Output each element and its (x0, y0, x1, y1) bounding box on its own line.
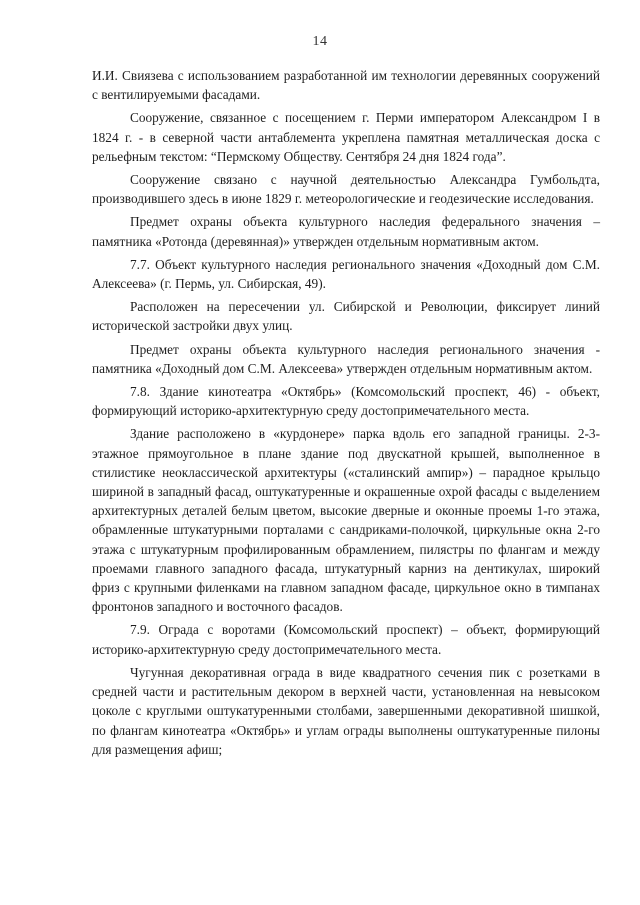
paragraph-humboldt: Сооружение связано с научной деятельностью Александра Гумбольдта, производившего здесь в июне 1829 г. метеорологические и геодезические исследования. (92, 172, 600, 207)
paragraph-cinema-description: Здание расположено в «курдонере» парка вдоль его западной границы. 2-3-этажное прямоугольное в плане здание под двускатной крышей, выполненное в стилистике неоклассической архитектуры («сталинский ампир») – парадное крыльцо шириной в западный фасад, оштукатуренные и окрашенные охрой фасады с выделением архитектурных деталей белым цветом, высокие дверные и оконные проемы 1-го этажа, обрамленные штукатурными порталами с сандриками-полочкой, циркульные окна 2-го этажа с штукатурным профилированным обрамлением, пилястры по флангам и между проемами главного западного фасада, штукатурный карниз на дентикулах, широкий фриз с крупными филенками на главном западном фасаде, циркульное окно в тимпанах фронтонов западного и восточного фасадов. (92, 426, 600, 615)
paragraph-fence-description: Чугунная декоративная ограда в виде квадратного сечения пик с розетками в средней части и растительным декором в верхней части, установленная на невысоком цоколе с круглыми оштукатуренными столбами, завершенными декоративной шишкой, по флангам кинотеатра «Октябрь» и углам ограды выполнены оштукатуренные пилоны для размещения афиш; (92, 664, 600, 757)
paragraph-rotunda-protection: Предмет охраны объекта культурного наследия федерального значения – памятника «Ротонда (деревянная)» утвержден отдельным нормативным актом. (92, 214, 600, 249)
page-number: 14 (312, 34, 328, 49)
paragraph-sviyazev-continuation: И.И. Свиязева с использованием разработанной им технологии деревянных сооружений с вентилируемыми фасадами. (92, 68, 600, 103)
paragraph-section-7-9: 7.9. Ограда с воротами (Комсомольский проспект) – объект, формирующий историко-архитектурную среду достопримечательного места. (92, 622, 600, 657)
paragraph-alexander-visit: Сооружение, связанное с посещением г. Перми императором Александром I в 1824 г. - в северной части антаблемента укреплена памятная металлическая доска с рельефным текстом: “Пермскому Обществу. Сентября 24 дня 1824 года”. (92, 110, 600, 164)
paragraph-section-7-8: 7.8. Здание кинотеатра «Октябрь» (Комсомольский проспект, 46) - объект, формирующий историко-архитектурную среду достопримечательного места. (92, 384, 600, 419)
document-body (92, 66, 600, 761)
paragraph-alekseev-protection: Предмет охраны объекта культурного наследия регионального значения - памятника «Доходный дом С.М. Алексеева» утвержден отдельным нормативным актом. (92, 341, 600, 376)
paragraph-section-7-7: 7.7. Объект культурного наследия регионального значения «Доходный дом С.М. Алексеева» (г. Пермь, ул. Сибирская, 49). (92, 256, 600, 292)
paragraph-location: Расположен на пересечении ул. Сибирской и Революции, фиксирует линий исторической застройки двух улиц. (92, 299, 600, 334)
